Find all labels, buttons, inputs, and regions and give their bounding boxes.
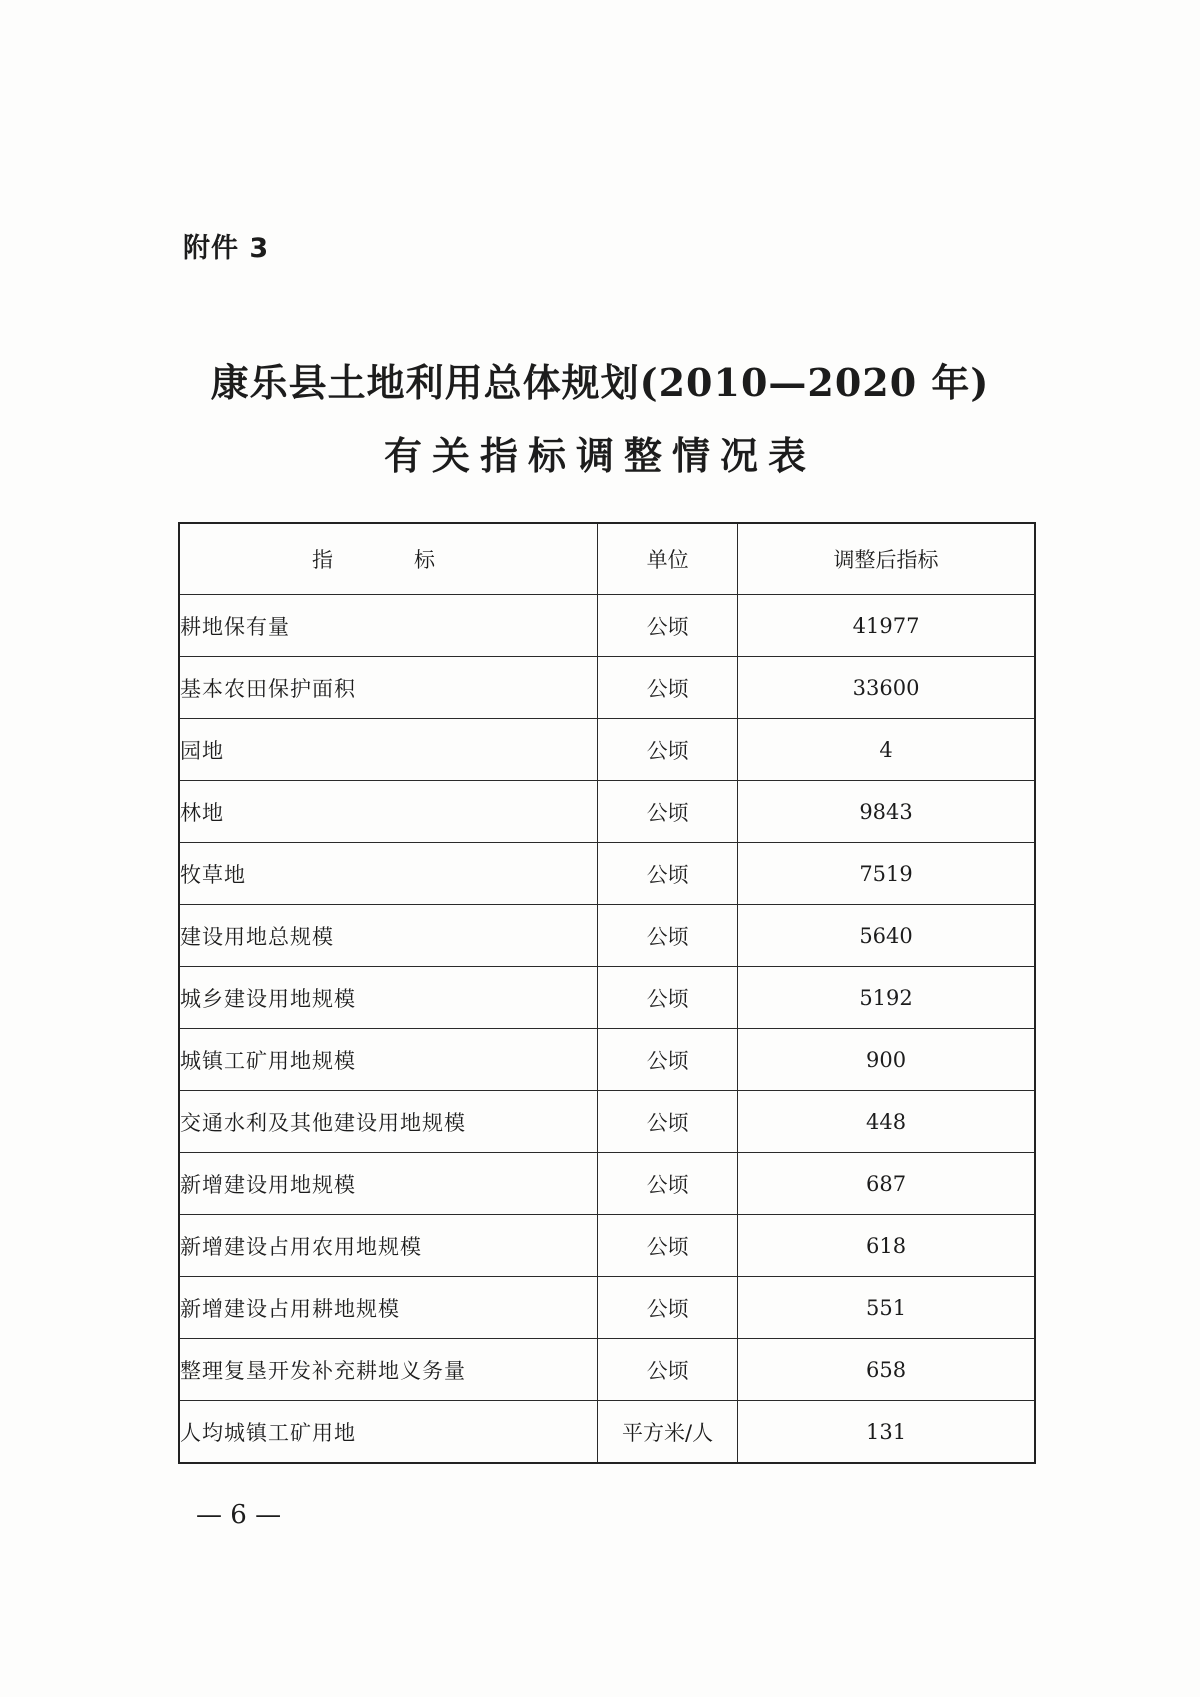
table-row [179, 1215, 1035, 1277]
cell-indicator: 城镇工矿用地规模 [179, 1029, 598, 1091]
cell-indicator: 林地 [179, 781, 598, 843]
table-row [179, 781, 1035, 843]
cell-value: 41977 [738, 595, 1035, 657]
cell-value: 658 [738, 1339, 1035, 1401]
cell-value: 900 [738, 1029, 1035, 1091]
cell-unit: 公顷 [598, 905, 738, 967]
cell-unit: 公顷 [598, 1277, 738, 1339]
cell-value: 5640 [738, 905, 1035, 967]
cell-unit: 公顷 [598, 719, 738, 781]
cell-indicator: 人均城镇工矿用地 [179, 1401, 598, 1464]
table-header-row [179, 523, 1035, 595]
cell-indicator: 新增建设占用农用地规模 [179, 1215, 598, 1277]
cell-indicator: 新增建设占用耕地规模 [179, 1277, 598, 1339]
table-row [179, 719, 1035, 781]
cell-unit: 公顷 [598, 657, 738, 719]
header-unit: 单位 [598, 523, 738, 595]
cell-indicator: 基本农田保护面积 [179, 657, 598, 719]
cell-value: 7519 [738, 843, 1035, 905]
header-adjusted-value: 调整后指标 [738, 523, 1035, 595]
cell-unit: 公顷 [598, 781, 738, 843]
table-row [179, 967, 1035, 1029]
cell-value: 5192 [738, 967, 1035, 1029]
document-title: 康乐县土地利用总体规划(2010—2020 年) [210, 360, 990, 405]
cell-unit: 公顷 [598, 967, 738, 1029]
cell-unit: 公顷 [598, 1339, 738, 1401]
cell-value: 131 [738, 1401, 1035, 1464]
cell-value: 33600 [738, 657, 1035, 719]
table-row [179, 657, 1035, 719]
cell-indicator: 园地 [179, 719, 598, 781]
cell-unit: 公顷 [598, 1215, 738, 1277]
page-number: — 6 — [196, 1500, 282, 1530]
cell-unit: 公顷 [598, 1029, 738, 1091]
table-row [179, 1277, 1035, 1339]
table-row [179, 1091, 1035, 1153]
table-row [179, 595, 1035, 657]
cell-unit: 公顷 [598, 1153, 738, 1215]
cell-unit: 公顷 [598, 843, 738, 905]
table-row [179, 1029, 1035, 1091]
table-row [179, 1401, 1035, 1464]
cell-indicator: 耕地保有量 [179, 595, 598, 657]
cell-indicator: 交通水利及其他建设用地规模 [179, 1091, 598, 1153]
cell-value: 9843 [738, 781, 1035, 843]
table-row [179, 843, 1035, 905]
header-indicator: 指 标 [179, 523, 598, 595]
cell-value: 551 [738, 1277, 1035, 1339]
table-row [179, 1339, 1035, 1401]
cell-unit: 公顷 [598, 595, 738, 657]
cell-value: 4 [738, 719, 1035, 781]
cell-indicator: 建设用地总规模 [179, 905, 598, 967]
cell-value: 448 [738, 1091, 1035, 1153]
cell-indicator: 整理复垦开发补充耕地义务量 [179, 1339, 598, 1401]
indicator-table [178, 522, 1036, 1464]
cell-value: 687 [738, 1153, 1035, 1215]
cell-unit: 公顷 [598, 1091, 738, 1153]
cell-unit: 平方米/人 [598, 1401, 738, 1464]
attachment-label: 附件 3 [183, 233, 270, 264]
cell-indicator: 城乡建设用地规模 [179, 967, 598, 1029]
table-row [179, 1153, 1035, 1215]
cell-indicator: 牧草地 [179, 843, 598, 905]
document-subtitle: 有关指标调整情况表 [383, 433, 816, 478]
table-row [179, 905, 1035, 967]
cell-indicator: 新增建设用地规模 [179, 1153, 598, 1215]
cell-value: 618 [738, 1215, 1035, 1277]
